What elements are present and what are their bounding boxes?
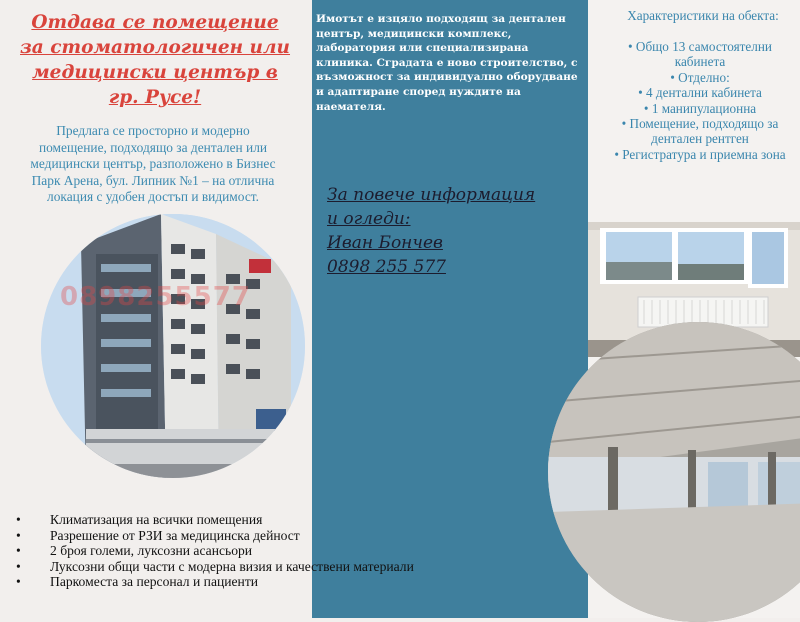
headline-line-3: медицински център в (32, 62, 278, 83)
list-item (612, 85, 788, 100)
specs-list (612, 39, 788, 162)
list-item (612, 101, 788, 116)
contact-line-2: и огледи: (327, 209, 411, 229)
list-item (612, 39, 788, 70)
bullet-icon: • (643, 100, 649, 116)
building-photo (41, 214, 305, 478)
headline-line-1: Отдава се помещение (31, 12, 279, 33)
features-list (16, 512, 456, 590)
spec-text: 4 дентални кабинета (646, 85, 762, 101)
list-item: • Климатизация на всички помещения (16, 512, 456, 528)
contact-block (327, 183, 583, 279)
bullet-icon: • (614, 146, 619, 162)
contact-line-1: За повече информация (327, 185, 536, 205)
bullet-icon: • (670, 69, 675, 85)
spec-text: Общо 13 самостоятелни кабинета (635, 39, 772, 70)
list-item (612, 116, 788, 147)
property-description: Имотът е изцяло подходящ за дентален център, медицински комплекс, лаборатория или специализирана клиника. Сградата е ново строителство, с възможност за индивидуално оборудване и адаптиране според нуждите на наемателя. (316, 13, 578, 113)
list-item: • Луксозни общи части с модерна визия и качествени материали (16, 559, 456, 575)
contact-name: Иван Бончев (327, 233, 443, 253)
list-item (612, 147, 788, 162)
headline (20, 10, 290, 110)
bullet-icon: • (638, 85, 643, 101)
specs-title: Характеристики на обекта: (627, 8, 779, 23)
intro-text: Предлага се просторно и модерно помещение, подходящо за дентален или медицински център, разположено в Бизнес Парк Арена, бул. Липник №1 – на отлична локация с удобен достъп и видимост. (30, 123, 276, 204)
headline-line-2: за стоматологичен или (20, 37, 291, 58)
list-item (612, 70, 788, 85)
list-item: • Разрешение от РЗИ за медицинска дейност (16, 528, 456, 544)
spec-text: Отделно: (678, 69, 730, 85)
list-item: • Паркоместа за персонал и пациенти (16, 574, 456, 590)
phone-watermark: 0898255577 (60, 282, 251, 312)
list-item: • 2 броя големи, луксозни асансьори (16, 543, 456, 559)
bullet-icon: • (628, 39, 633, 54)
contact-phone[interactable]: 0898 255 577 (327, 257, 446, 277)
spec-text: 1 манипулационна (651, 100, 757, 116)
bullet-icon: • (621, 116, 627, 132)
spec-text: Регистратура и приемна зона (622, 146, 786, 162)
spec-text: Помещение, подходящо за дентален рентген (629, 116, 779, 147)
building-illustration (41, 214, 305, 478)
headline-line-4: гр. Русе! (108, 87, 202, 108)
